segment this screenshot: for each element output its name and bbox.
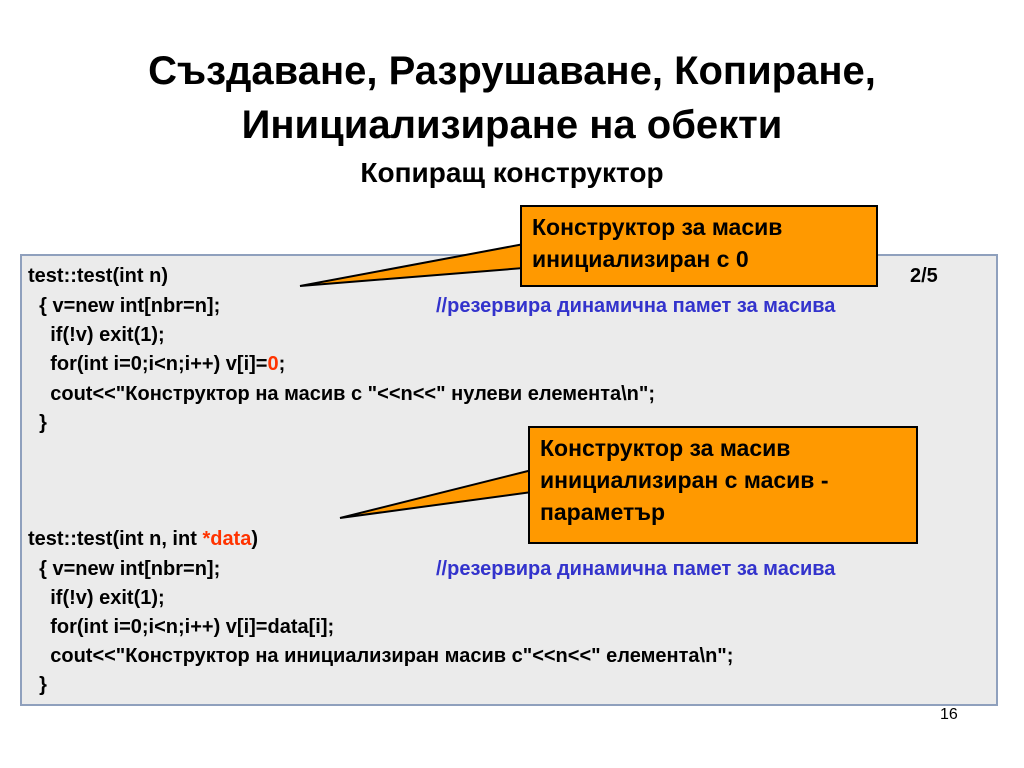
callout2-line1: Конструктор за масив — [540, 435, 791, 461]
code-line-b1-4-highlight: 0 — [267, 353, 279, 375]
page-indicator: 2/5 — [910, 265, 938, 287]
code-line-b1-6: } — [28, 412, 47, 434]
callout1-line2: инициализиран с 0 — [532, 246, 749, 272]
code-line-b1-3: if(!v) exit(1); — [28, 324, 165, 346]
callout-array-param — [528, 426, 918, 544]
slide-title-line2: Инициализиране на обекти — [241, 103, 783, 147]
code-line-b2-1-pre: test::test(int n, int — [28, 528, 203, 550]
code-line-b2-5: cout<<"Конструктор на инициализиран масив с"<<n<<" елемента\n"; — [28, 645, 734, 667]
code-comment-b2: //резервира динамична памет за масива — [436, 558, 836, 580]
callout-array-zero — [520, 205, 878, 287]
callout2-line2: инициализиран с масив - — [540, 467, 829, 493]
code-line-b2-1-post: ) — [251, 528, 259, 550]
code-line-b2-2: { v=new int[nbr=n]; — [28, 558, 221, 580]
slide-title-line1: Създаване, Разрушаване, Копиране, — [148, 49, 876, 93]
code-line-b2-6: } — [28, 674, 47, 696]
code-line-b1-4-post: ; — [278, 353, 286, 375]
code-line-b2-1-highlight: *data — [202, 528, 252, 550]
callout1-line1: Конструктор за масив — [532, 214, 783, 240]
slide-subtitle: Копиращ конструктор — [360, 157, 664, 188]
code-line-b1-4-pre: for(int i=0;i<n;i++) v[i]= — [28, 353, 268, 375]
code-line-b1-1: test::test(int n) — [28, 265, 168, 287]
callout1-pointer — [300, 244, 524, 286]
code-line-b1-2: { v=new int[nbr=n]; — [28, 295, 221, 317]
callout2-pointer — [340, 470, 532, 518]
code-line-b1-5: cout<<"Конструктор на масив с "<<n<<" нулеви елемента\n"; — [28, 383, 656, 405]
callout2-line3: параметър — [540, 499, 666, 525]
slide-number: 16 — [940, 706, 958, 723]
code-line-b2-4: for(int i=0;i<n;i++) v[i]=data[i]; — [28, 616, 335, 638]
code-line-b2-3: if(!v) exit(1); — [28, 587, 165, 609]
code-comment-b1: //резервира динамична памет за масива — [436, 295, 836, 317]
